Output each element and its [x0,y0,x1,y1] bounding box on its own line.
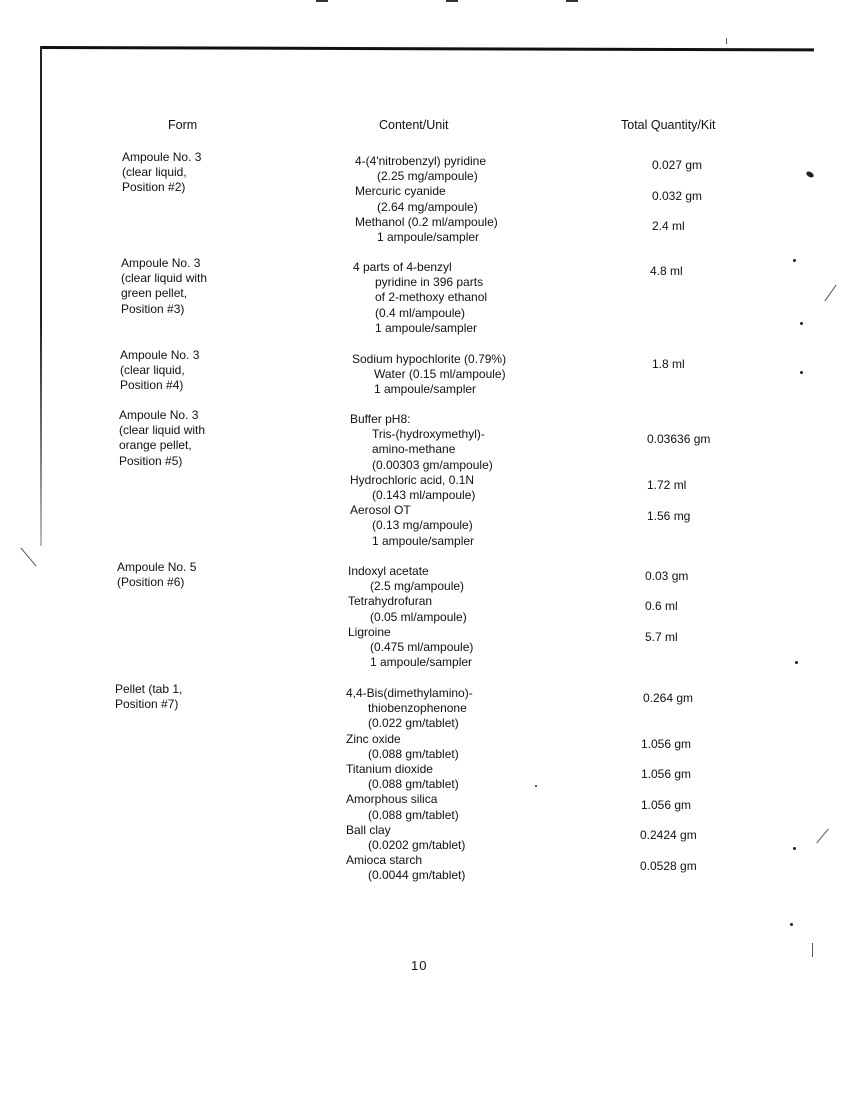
quantity-value: 0.027 gm [652,158,703,172]
quantity-value: 0.6 ml [645,599,678,613]
scan-speck [800,322,803,325]
header-content-unit: Content/Unit [379,118,449,132]
form-cell: Ampoule No. 3 (clear liquid, Position #4) [120,348,200,393]
content-cell: 4 parts of 4-benzyl pyridine in 396 parts of 2-methoxy ethanol (0.4 ml/ampoule) 1 ampoule/sampler [353,260,488,335]
scan-speck [793,847,796,850]
form-cell: Ampoule No. 3 (clear liquid, Position #2) [122,150,202,195]
top-edge-marks [0,0,850,4]
page-number: 10 [411,958,428,973]
scan-speck [800,371,803,374]
quantity-value: 4.8 ml [650,264,683,278]
content-cell: 4,4-Bis(dimethylamino)- thiobenzophenone (0.022 gm/tablet) Zinc oxide (0.088 gm/tablet) Titanium dioxide (0.088 gm/tablet) Amorphous silica (0.088 gm/tablet) Ball clay (0.0202 gm/tablet) Amioca starch (0.0044 gm/tablet) [346,686,473,883]
content-cell: 4-(4'nitrobenzyl) pyridine (2.25 mg/ampoule) Mercuric cyanide (2.64 mg/ampoule) Methanol (0.2 ml/ampoule) 1 ampoule/sampler [355,154,498,245]
quantity-value: 0.2424 gm [640,828,697,842]
quantity-value: 0.032 gm [652,189,703,203]
quantity-value: 1.056 gm [641,737,692,751]
quantity-value: 1.8 ml [652,357,685,371]
quantity-value: 1.056 gm [641,798,692,812]
header-form: Form [168,118,198,132]
form-cell: Ampoule No. 3 (clear liquid with green pellet, Position #3) [121,256,208,316]
scan-speck [795,661,798,664]
content-cell: Indoxyl acetate (2.5 mg/ampoule) Tetrahydrofuran (0.05 ml/ampoule) Ligroine (0.475 ml/ampoule) 1 ampoule/sampler [348,564,474,670]
form-cell: Pellet (tab 1, Position #7) [115,682,183,712]
quantity-value: 0.03 gm [645,569,689,583]
quantity-value: 0.0528 gm [640,859,697,873]
scan-scratch [726,38,727,44]
form-cell: Ampoule No. 3 (clear liquid with orange pellet, Position #5) [119,408,206,468]
quantity-value: 2.4 ml [652,219,685,233]
content-cell: Buffer pH8: Tris-(hydroxymethyl)- amino-methane (0.00303 gm/ampoule) Hydrochloric acid, 0.1N (0.143 ml/ampoule) Aerosol OT (0.13 mg/ampoule) 1 ampoule/sampler [350,412,493,548]
header-total-quantity: Total Quantity/Kit [621,118,716,132]
scan-scratch [824,285,836,302]
quantity-value: 1.056 gm [641,767,692,781]
content-cell: Sodium hypochlorite (0.79%) Water (0.15 ml/ampoule) 1 ampoule/sampler [352,352,507,397]
top-border-rule [42,46,814,51]
scan-scratch [20,547,36,566]
scan-speck [535,785,537,787]
quantity-value: 1.56 mg [647,509,691,523]
scan-speck [790,923,793,926]
quantity-value: 0.264 gm [643,691,694,705]
left-border-rule [40,46,42,546]
quantity-value: 5.7 ml [645,630,678,644]
quantity-value: 0.03636 gm [647,432,711,446]
quantity-value: 1.72 ml [647,478,687,492]
scan-speck [793,259,796,262]
scan-scratch [816,829,828,843]
scan-speck [805,170,814,178]
form-cell: Ampoule No. 5 (Position #6) [117,560,197,590]
scan-scratch [812,943,813,957]
